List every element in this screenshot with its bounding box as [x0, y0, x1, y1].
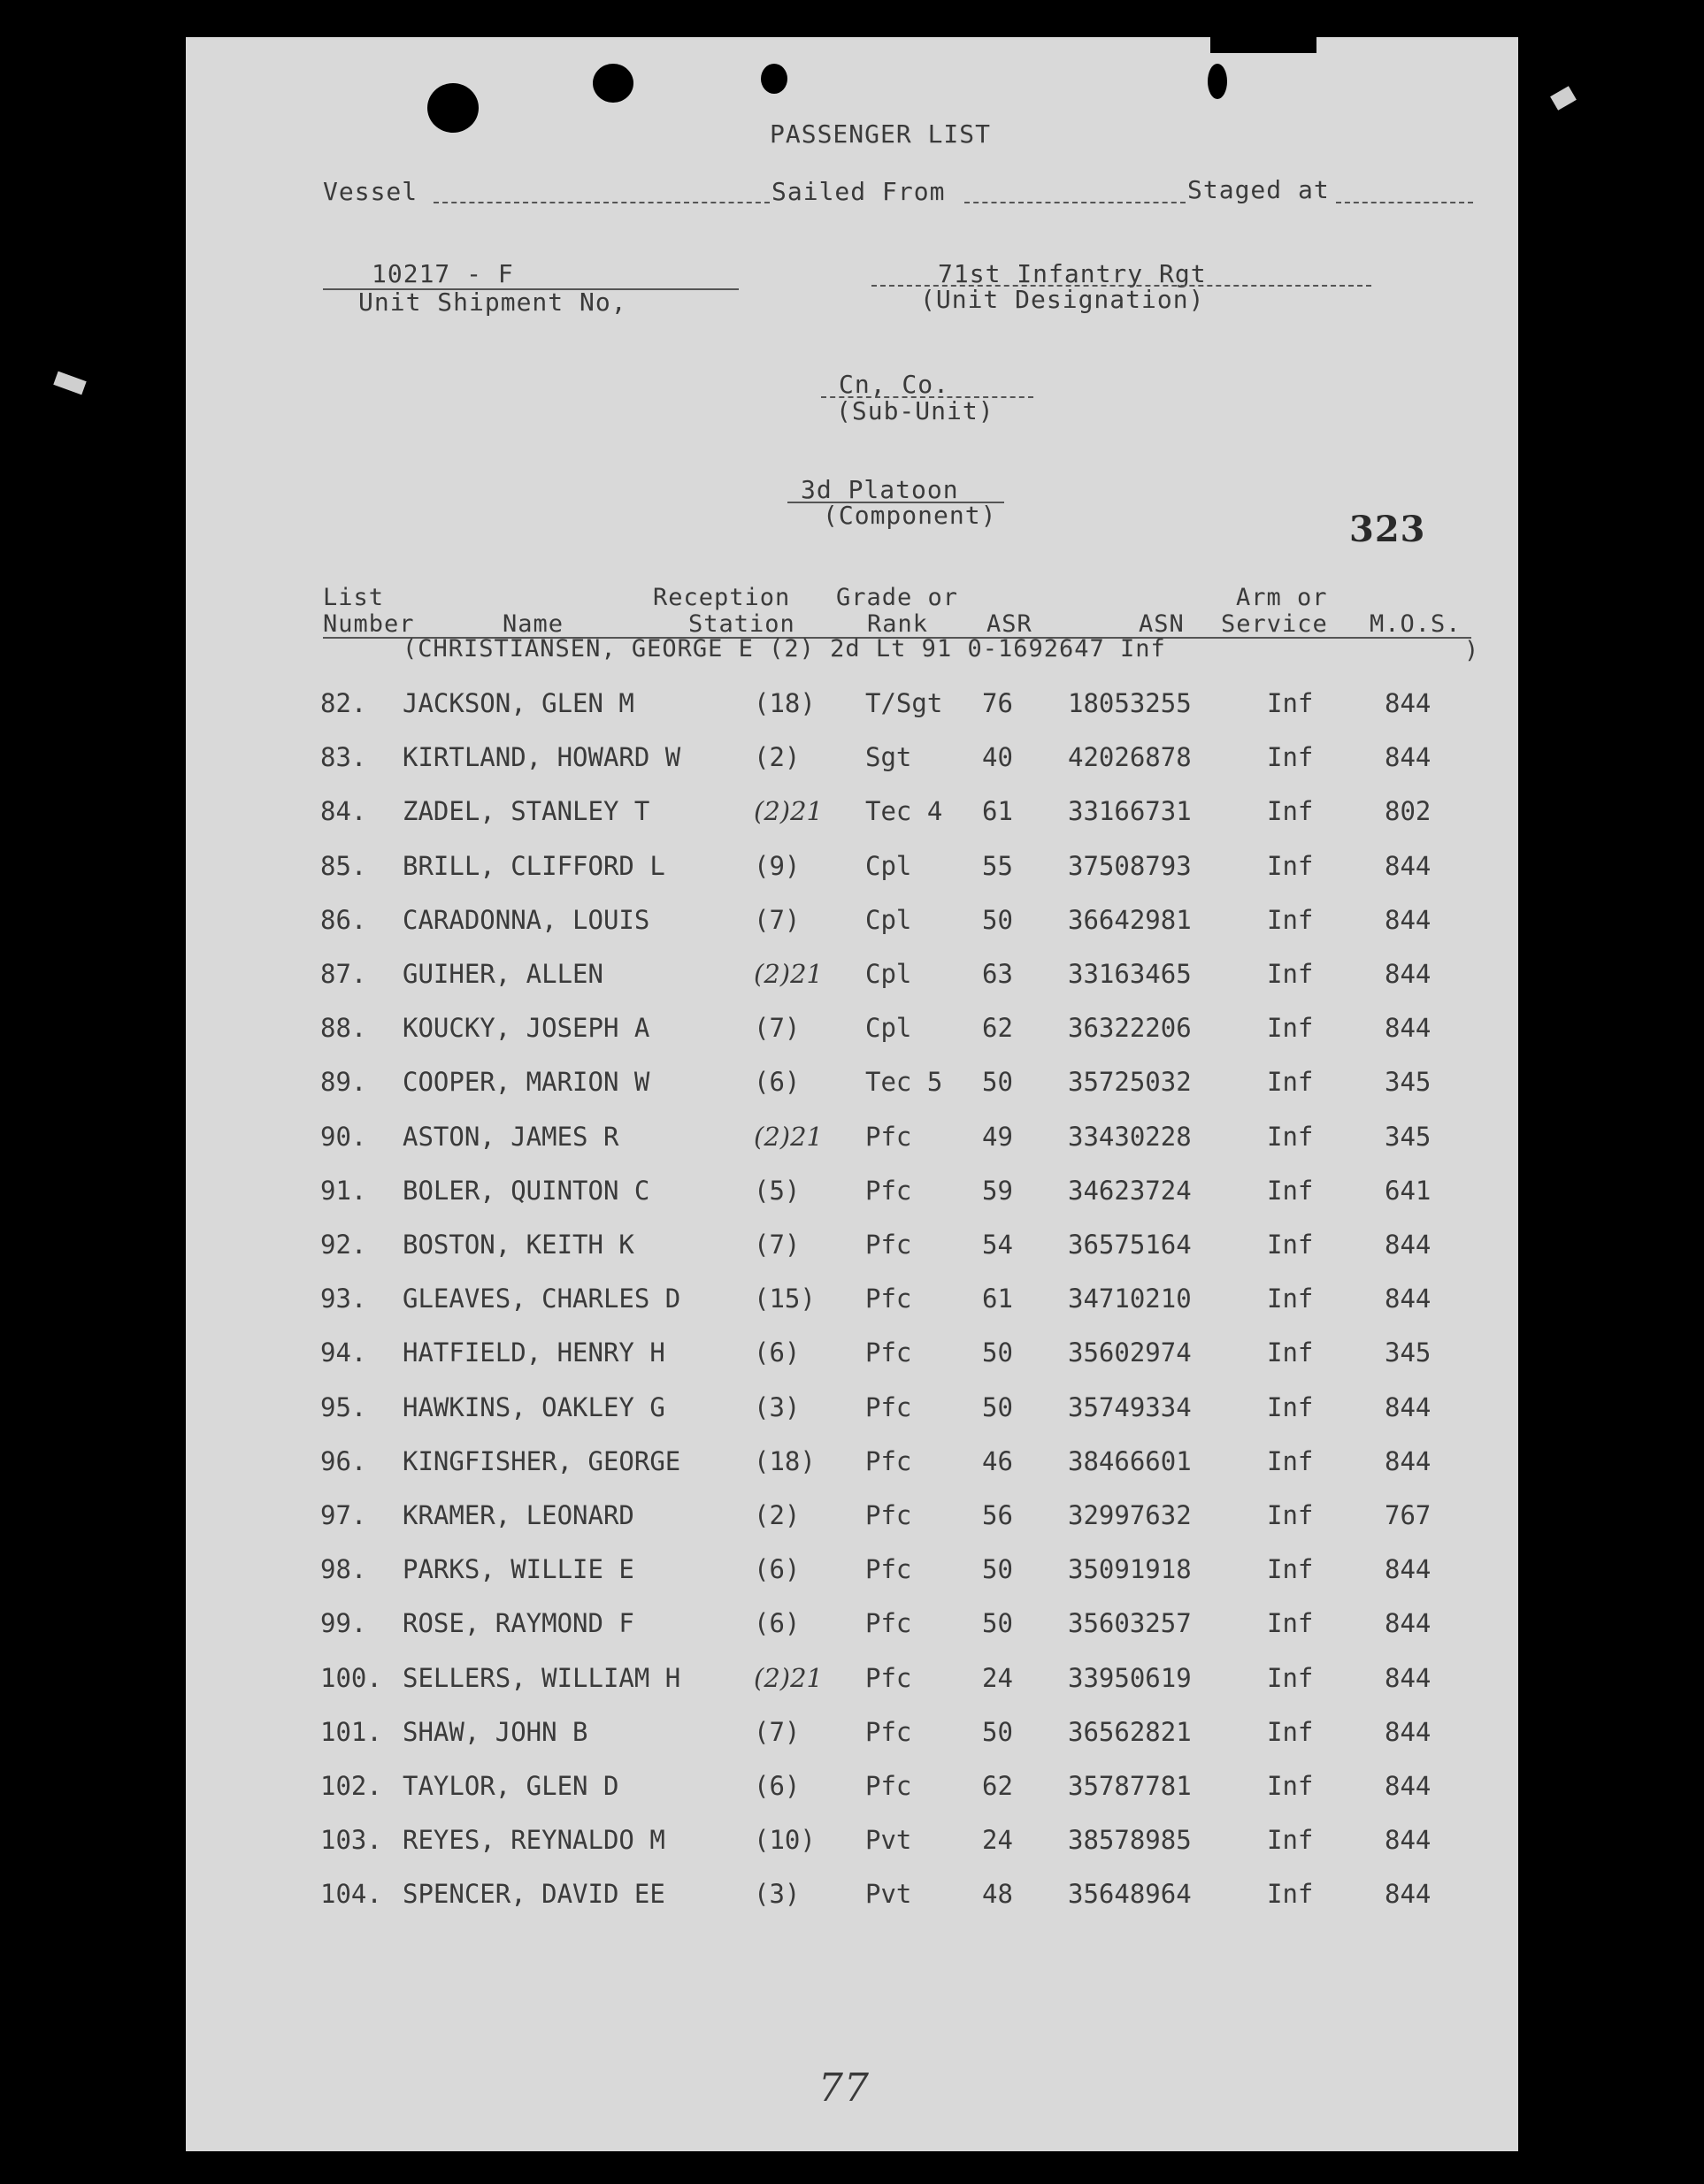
arm-service: Inf — [1267, 1067, 1314, 1098]
grade-rank: Cpl — [865, 904, 912, 935]
list-number: 102. — [320, 1771, 382, 1801]
grade-rank: Pfc — [865, 1445, 912, 1476]
reception-station: (6) — [754, 1608, 801, 1639]
passenger-name: HAWKINS, OAKLEY G — [403, 1391, 665, 1422]
reception-station: (2)21 — [754, 796, 823, 827]
sub-unit: Cn, Co. — [839, 370, 950, 399]
reception-station: (10) — [754, 1825, 816, 1856]
asr-value: 24 — [982, 1662, 1013, 1693]
header-name: Name — [503, 610, 564, 638]
header-grade-1: Grade or — [836, 584, 959, 611]
asn-value: 35602974 — [1068, 1337, 1192, 1368]
passenger-name: JACKSON, GLEN M — [403, 688, 634, 718]
list-number: 91. — [320, 1175, 367, 1206]
paper-fragment — [53, 372, 86, 395]
asn-value: 38578985 — [1068, 1825, 1192, 1856]
passenger-name: KIRTLAND, HOWARD W — [403, 742, 681, 773]
reception-station: (18) — [754, 1445, 816, 1476]
grade-rank: Pfc — [865, 1554, 912, 1585]
mos-code: 641 — [1385, 1175, 1432, 1206]
list-number: 86. — [320, 904, 367, 935]
passenger-name: SELLERS, WILLIAM H — [403, 1662, 681, 1693]
arm-service: Inf — [1267, 1825, 1314, 1856]
passenger-name: ZADEL, STANLEY T — [403, 796, 650, 827]
reception-station: (6) — [754, 1771, 801, 1801]
asn-value: 33166731 — [1068, 796, 1192, 827]
list-number: 90. — [320, 1121, 367, 1152]
vessel-label: Vessel — [323, 177, 418, 206]
table-row — [0, 959, 1704, 994]
mos-code: 844 — [1385, 1013, 1432, 1044]
table-row — [0, 1663, 1704, 1698]
list-number: 82. — [320, 688, 367, 718]
mos-code: 345 — [1385, 1121, 1432, 1152]
mos-code: 844 — [1385, 1284, 1432, 1314]
arm-service: Inf — [1267, 904, 1314, 935]
punch-hole — [1210, 28, 1316, 53]
mos-code: 844 — [1385, 1230, 1432, 1260]
reception-station: (9) — [754, 850, 801, 881]
grade-rank: T/Sgt — [865, 688, 943, 718]
passenger-name: ROSE, RAYMOND F — [403, 1608, 634, 1639]
grade-rank: Pvt — [865, 1879, 912, 1910]
passenger-name: BOLER, QUINTON C — [403, 1175, 650, 1206]
table-row — [0, 1230, 1704, 1265]
passenger-name: COOPER, MARION W — [403, 1067, 650, 1098]
mos-code: 844 — [1385, 904, 1432, 935]
punch-hole — [427, 83, 479, 133]
asn-value: 35749334 — [1068, 1391, 1192, 1422]
asr-value: 49 — [982, 1121, 1013, 1152]
passenger-name: KINGFISHER, GEORGE — [403, 1445, 681, 1476]
arm-service: Inf — [1267, 796, 1314, 827]
bracketed-entry-close: ) — [1464, 637, 1480, 664]
list-number: 101. — [320, 1716, 382, 1747]
mos-code: 844 — [1385, 1879, 1432, 1910]
grade-rank: Pvt — [865, 1825, 912, 1856]
asn-value: 33430228 — [1068, 1121, 1192, 1152]
shipment-number-label: Unit Shipment No, — [358, 287, 627, 317]
passenger-name: BOSTON, KEITH K — [403, 1230, 634, 1260]
grade-rank: Pfc — [865, 1284, 912, 1314]
header-list-number-1: List — [323, 584, 385, 611]
grade-rank: Pfc — [865, 1337, 912, 1368]
list-number: 97. — [320, 1500, 367, 1530]
header-asr: ASR — [986, 610, 1032, 638]
table-row — [0, 1013, 1704, 1048]
list-number: 93. — [320, 1284, 367, 1314]
reception-station: (7) — [754, 904, 801, 935]
table-row — [0, 1554, 1704, 1590]
asr-value: 54 — [982, 1230, 1013, 1260]
arm-service: Inf — [1267, 1554, 1314, 1585]
reception-station: (7) — [754, 1716, 801, 1747]
asn-value: 35725032 — [1068, 1067, 1192, 1098]
table-row — [0, 1122, 1704, 1157]
punch-hole — [593, 64, 633, 103]
grade-rank: Pfc — [865, 1716, 912, 1747]
arm-service: Inf — [1267, 850, 1314, 881]
handwritten-footer: 77 — [818, 2065, 870, 2111]
table-row — [0, 1176, 1704, 1211]
reception-station: (2)21 — [754, 959, 823, 989]
list-number: 98. — [320, 1554, 367, 1585]
list-number: 89. — [320, 1067, 367, 1098]
mos-code: 844 — [1385, 1554, 1432, 1585]
mos-code: 844 — [1385, 688, 1432, 718]
list-number: 96. — [320, 1445, 367, 1476]
asr-value: 62 — [982, 1771, 1013, 1801]
table-row — [0, 905, 1704, 940]
header-reception-2: Station — [688, 610, 795, 638]
asr-value: 50 — [982, 1337, 1013, 1368]
grade-rank: Pfc — [865, 1391, 912, 1422]
table-row — [0, 796, 1704, 831]
mos-code: 844 — [1385, 1445, 1432, 1476]
asn-value: 18053255 — [1068, 688, 1192, 718]
asn-value: 34623724 — [1068, 1175, 1192, 1206]
list-number: 104. — [320, 1879, 382, 1910]
asr-value: 40 — [982, 742, 1013, 773]
table-row — [0, 1771, 1704, 1806]
grade-rank: Tec 4 — [865, 796, 943, 827]
header-arm-1: Arm or — [1236, 584, 1328, 611]
mos-code: 844 — [1385, 1391, 1432, 1422]
grade-rank: Pfc — [865, 1608, 912, 1639]
grade-rank: Cpl — [865, 1013, 912, 1044]
arm-service: Inf — [1267, 1121, 1314, 1152]
asr-value: 46 — [982, 1445, 1013, 1476]
passenger-name: GLEAVES, CHARLES D — [403, 1284, 681, 1314]
arm-service: Inf — [1267, 1013, 1314, 1044]
mos-code: 844 — [1385, 959, 1432, 989]
mos-code: 844 — [1385, 850, 1432, 881]
reception-station: (6) — [754, 1337, 801, 1368]
reception-station: (2) — [754, 1500, 801, 1530]
asr-value: 48 — [982, 1879, 1013, 1910]
arm-service: Inf — [1267, 1175, 1314, 1206]
passenger-name: PARKS, WILLIE E — [403, 1554, 634, 1585]
sailed-from-field-line — [964, 202, 1186, 203]
arm-service: Inf — [1267, 1879, 1314, 1910]
asr-value: 76 — [982, 688, 1013, 718]
arm-service: Inf — [1267, 1337, 1314, 1368]
passenger-name: REYES, REYNALDO M — [403, 1825, 665, 1856]
grade-rank: Pfc — [865, 1662, 912, 1693]
reception-station: (2)21 — [754, 1121, 823, 1152]
reception-station: (15) — [754, 1284, 816, 1314]
page-number-stamp: 323 — [1349, 509, 1426, 550]
staged-at-label: Staged at — [1187, 175, 1330, 204]
reception-station: (7) — [754, 1013, 801, 1044]
grade-rank: Pfc — [865, 1500, 912, 1530]
asr-value: 50 — [982, 904, 1013, 935]
grade-rank: Pfc — [865, 1230, 912, 1260]
table-row — [0, 1067, 1704, 1102]
list-number: 100. — [320, 1662, 382, 1693]
reception-station: (3) — [754, 1879, 801, 1910]
mos-code: 844 — [1385, 1608, 1432, 1639]
shipment-number: 10217 - F — [372, 259, 514, 288]
list-number: 85. — [320, 850, 367, 881]
asr-value: 50 — [982, 1554, 1013, 1585]
arm-service: Inf — [1267, 1771, 1314, 1801]
asr-value: 50 — [982, 1608, 1013, 1639]
asn-value: 36322206 — [1068, 1013, 1192, 1044]
passenger-name: TAYLOR, GLEN D — [403, 1771, 619, 1801]
mos-code: 767 — [1385, 1500, 1432, 1530]
mos-code: 844 — [1385, 1771, 1432, 1801]
passenger-name: KOUCKY, JOSEPH A — [403, 1013, 650, 1044]
asn-value: 35603257 — [1068, 1608, 1192, 1639]
table-row — [0, 1825, 1704, 1860]
arm-service: Inf — [1267, 1662, 1314, 1693]
arm-service: Inf — [1267, 1500, 1314, 1530]
reception-station: (3) — [754, 1391, 801, 1422]
header-asn: ASN — [1139, 610, 1185, 638]
passenger-name: ASTON, JAMES R — [403, 1121, 619, 1152]
table-row — [0, 1284, 1704, 1319]
passenger-name: HATFIELD, HENRY H — [403, 1337, 665, 1368]
grade-rank: Cpl — [865, 959, 912, 989]
punch-hole — [761, 64, 787, 94]
list-number: 95. — [320, 1391, 367, 1422]
grade-rank: Tec 5 — [865, 1067, 943, 1098]
mos-code: 345 — [1385, 1067, 1432, 1098]
asn-value: 36562821 — [1068, 1716, 1192, 1747]
grade-rank: Pfc — [865, 1175, 912, 1206]
table-row — [0, 1717, 1704, 1752]
header-list-number-2: Number — [323, 610, 415, 638]
asn-value: 35787781 — [1068, 1771, 1192, 1801]
grade-rank: Sgt — [865, 742, 912, 773]
paper-fragment — [1550, 86, 1577, 111]
page-title: PASSENGER LIST — [770, 119, 992, 149]
asr-value: 63 — [982, 959, 1013, 989]
arm-service: Inf — [1267, 1284, 1314, 1314]
header-mos: M.O.S. — [1370, 610, 1462, 638]
reception-station: (6) — [754, 1067, 801, 1098]
sub-unit-label: (Sub-Unit) — [836, 396, 994, 425]
component: 3d Platoon — [801, 475, 959, 504]
list-number: 84. — [320, 796, 367, 827]
arm-service: Inf — [1267, 688, 1314, 718]
grade-rank: Cpl — [865, 850, 912, 881]
asr-value: 50 — [982, 1067, 1013, 1098]
arm-service: Inf — [1267, 1230, 1314, 1260]
asn-value: 32997632 — [1068, 1500, 1192, 1530]
asr-value: 59 — [982, 1175, 1013, 1206]
asr-value: 24 — [982, 1825, 1013, 1856]
table-row — [0, 1879, 1704, 1914]
arm-service: Inf — [1267, 742, 1314, 773]
arm-service: Inf — [1267, 1716, 1314, 1747]
component-label: (Component) — [823, 501, 997, 530]
asr-value: 50 — [982, 1716, 1013, 1747]
mos-code: 844 — [1385, 1825, 1432, 1856]
unit-designation-label: (Unit Designation) — [920, 285, 1205, 314]
list-number: 99. — [320, 1608, 367, 1639]
vessel-field-line — [434, 202, 770, 203]
list-number: 92. — [320, 1230, 367, 1260]
arm-service: Inf — [1267, 959, 1314, 989]
asn-value: 36575164 — [1068, 1230, 1192, 1260]
punch-hole — [1208, 64, 1227, 99]
asn-value: 35648964 — [1068, 1879, 1192, 1910]
asr-value: 50 — [982, 1391, 1013, 1422]
mos-code: 844 — [1385, 1716, 1432, 1747]
table-row — [0, 1446, 1704, 1482]
passenger-name: CARADONNA, LOUIS — [403, 904, 650, 935]
mos-code: 844 — [1385, 1662, 1432, 1693]
sailed-from-label: Sailed From — [771, 177, 946, 206]
staged-at-field-line — [1336, 202, 1473, 203]
reception-station: (6) — [754, 1554, 801, 1585]
table-row — [0, 1392, 1704, 1428]
reception-station: (2) — [754, 742, 801, 773]
asn-value: 36642981 — [1068, 904, 1192, 935]
reception-station: (5) — [754, 1175, 801, 1206]
passenger-name: SPENCER, DAVID EE — [403, 1879, 665, 1910]
reception-station: (18) — [754, 688, 816, 718]
list-number: 87. — [320, 959, 367, 989]
asr-value: 61 — [982, 1284, 1013, 1314]
mos-code: 345 — [1385, 1337, 1432, 1368]
passenger-name: GUIHER, ALLEN — [403, 959, 603, 989]
passenger-name: KRAMER, LEONARD — [403, 1500, 634, 1530]
asn-value: 34710210 — [1068, 1284, 1192, 1314]
asr-value: 55 — [982, 850, 1013, 881]
grade-rank: Pfc — [865, 1771, 912, 1801]
asn-value: 33163465 — [1068, 959, 1192, 989]
list-number: 83. — [320, 742, 367, 773]
list-number: 103. — [320, 1825, 382, 1856]
asn-value: 42026878 — [1068, 742, 1192, 773]
arm-service: Inf — [1267, 1391, 1314, 1422]
mos-code: 802 — [1385, 796, 1432, 827]
header-grade-2: Rank — [867, 610, 929, 638]
mos-code: 844 — [1385, 742, 1432, 773]
unit-designation: 71st Infantry Rgt — [938, 259, 1207, 288]
asn-value: 37508793 — [1068, 850, 1192, 881]
asr-value: 62 — [982, 1013, 1013, 1044]
asr-value: 61 — [982, 796, 1013, 827]
asr-value: 56 — [982, 1500, 1013, 1530]
asn-value: 33950619 — [1068, 1662, 1192, 1693]
table-row — [0, 1608, 1704, 1644]
table-row — [0, 851, 1704, 886]
list-number: 94. — [320, 1337, 367, 1368]
header-reception-1: Reception — [653, 584, 791, 611]
arm-service: Inf — [1267, 1608, 1314, 1639]
table-row — [0, 1337, 1704, 1373]
passenger-name: BRILL, CLIFFORD L — [403, 850, 665, 881]
list-number: 88. — [320, 1013, 367, 1044]
bracketed-entry: (CHRISTIANSEN, GEORGE E (2) 2d Lt 91 0-1692647 Inf — [403, 635, 1166, 663]
passenger-name: SHAW, JOHN B — [403, 1716, 588, 1747]
grade-rank: Pfc — [865, 1121, 912, 1152]
reception-station: (7) — [754, 1230, 801, 1260]
asn-value: 38466601 — [1068, 1445, 1192, 1476]
asn-value: 35091918 — [1068, 1554, 1192, 1585]
table-row — [0, 688, 1704, 724]
header-arm-2: Service — [1221, 610, 1328, 638]
table-row — [0, 1500, 1704, 1536]
table-row — [0, 742, 1704, 778]
reception-station: (2)21 — [754, 1662, 823, 1693]
arm-service: Inf — [1267, 1445, 1314, 1476]
